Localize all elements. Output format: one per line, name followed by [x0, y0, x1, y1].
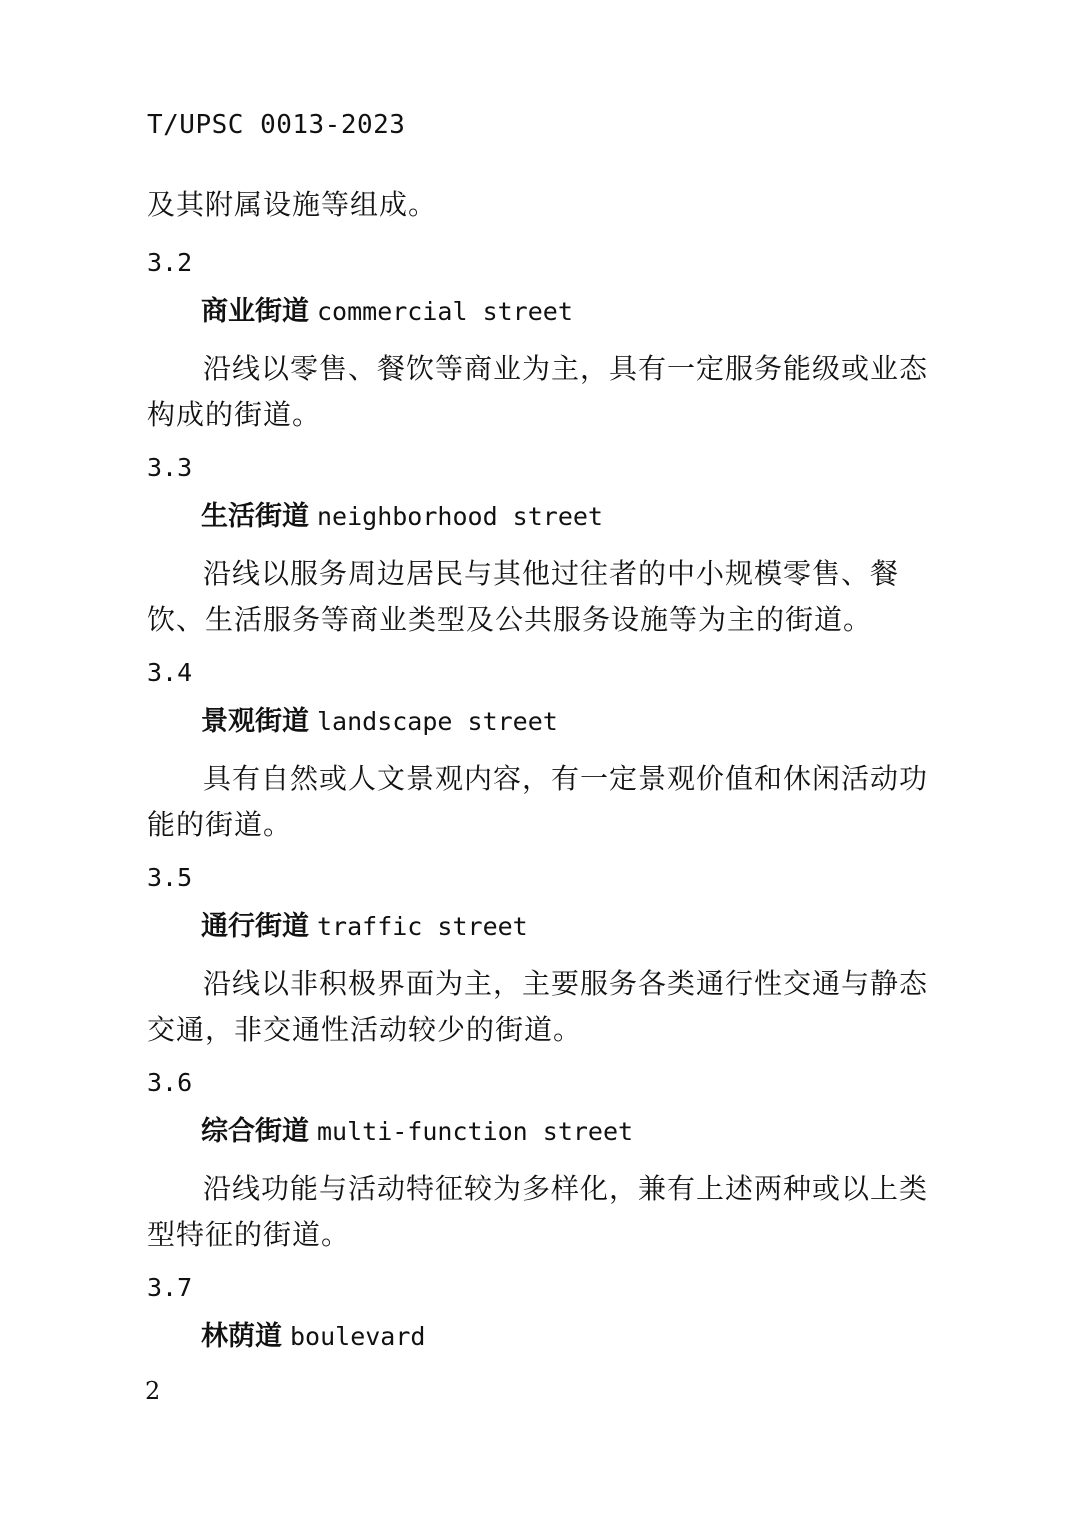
entry-term: [201, 1314, 425, 1353]
term-english: boulevard: [290, 1322, 426, 1351]
entry-number: 3.7: [147, 1273, 193, 1302]
entry-number: 3.5: [147, 863, 193, 892]
page-number: 2: [145, 1377, 161, 1405]
entry-number: 3.4: [147, 658, 193, 687]
standard-code-header: T/UPSC 0013-2023: [147, 110, 406, 140]
term-english: traffic street: [317, 912, 528, 941]
term-chinese: 林荫道: [201, 1321, 282, 1352]
continuation-paragraph: 及其附属设施等组成。: [147, 188, 438, 221]
term-chinese: 通行街道: [201, 911, 309, 942]
entry-term: [201, 904, 528, 943]
entry-term: [201, 289, 573, 328]
entry-definition: 沿线以零售、餐饮等商业为主，具有一定服务能级或业态构成的街道。: [147, 352, 929, 431]
entry-definition: 沿线以服务周边居民与其他过往者的中小规模零售、餐饮、生活服务等商业类型及公共服务设施等为主的街道。: [147, 557, 900, 636]
entry-term: [201, 494, 603, 533]
entry-term: [201, 1109, 633, 1148]
entry-definition: 沿线以非积极界面为主，主要服务各类通行性交通与静态交通，非交通性活动较少的街道。: [147, 967, 929, 1046]
term-chinese: 生活街道: [201, 501, 309, 532]
term-chinese: 景观街道: [201, 706, 309, 737]
entry-number: 3.6: [147, 1068, 193, 1097]
term-chinese: 综合街道: [201, 1116, 309, 1147]
term-english: multi-function street: [317, 1117, 634, 1146]
entry-number: 3.2: [147, 248, 193, 277]
term-chinese: 商业街道: [201, 296, 309, 327]
entry-definition: 具有自然或人文景观内容，有一定景观价值和休闲活动功能的街道。: [147, 762, 929, 841]
entry-number: 3.3: [147, 453, 193, 482]
term-english: landscape street: [317, 707, 558, 736]
entry-term: [201, 699, 558, 738]
term-english: commercial street: [317, 297, 573, 326]
term-english: neighborhood street: [317, 502, 603, 531]
entry-definition: 沿线功能与活动特征较为多样化，兼有上述两种或以上类型特征的街道。: [147, 1172, 929, 1251]
